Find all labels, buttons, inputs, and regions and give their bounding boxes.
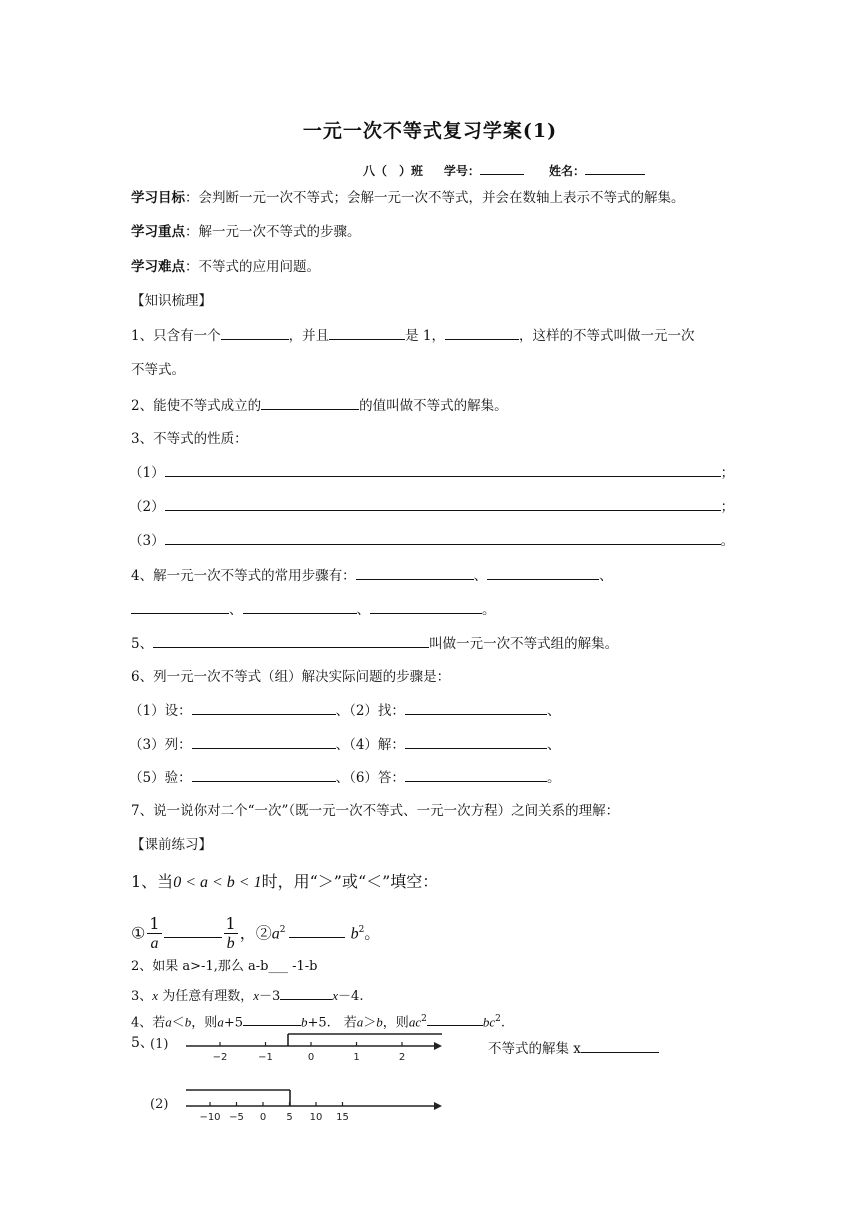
axis-1-tick-label: −1 — [258, 1052, 273, 1063]
objective-line — [131, 188, 685, 208]
knowledge-q5 — [131, 633, 618, 654]
pq4-b3: b — [376, 1014, 383, 1030]
pq1-text-b: 时，用“＞”或“＜”填空： — [261, 872, 439, 891]
page-title: 一元一次不等式复习学案(1) — [302, 120, 558, 142]
step-sep-4: 、 — [546, 737, 561, 753]
student-no-label: 学号： — [443, 164, 480, 178]
pq4-blank-1[interactable] — [243, 1011, 301, 1026]
property-3 — [129, 530, 734, 551]
axis-2-arrow — [434, 1102, 442, 1110]
pq3-num: 3、 — [131, 989, 153, 1004]
practice-q5-label: 5、 — [131, 1035, 154, 1051]
p3-period: 。 — [720, 533, 735, 549]
axis-1-arrow — [434, 1042, 442, 1050]
property-2-blank[interactable] — [165, 496, 721, 511]
step-4-blank[interactable] — [405, 734, 547, 749]
q4-sep-4: 、 — [356, 602, 370, 618]
q4-blank-5[interactable] — [370, 599, 482, 614]
pq3-x2: x — [253, 988, 259, 1003]
p2-label: （2） — [129, 499, 165, 515]
step-3-blank[interactable] — [192, 734, 336, 749]
pq4-then-1: ，则 — [191, 1015, 218, 1031]
q2-text-a: 2、能使不等式成立的 — [131, 398, 262, 414]
pq5-blank[interactable] — [581, 1038, 659, 1053]
knowledge-q4 — [131, 565, 613, 586]
q4-blank-3[interactable] — [131, 599, 229, 614]
pq4-sq1: 2 — [421, 1014, 427, 1024]
pq4-a1: a — [165, 1014, 172, 1030]
step-6-label: （6）答： — [349, 770, 405, 786]
q2-blank[interactable] — [261, 395, 359, 410]
practice-q1-fill — [131, 912, 380, 953]
var-a: a — [271, 925, 280, 943]
practice-q2: 2、如果 a>-1,那么 a-b___ -1-b — [131, 959, 318, 974]
var-b: b — [350, 925, 359, 943]
student-no-blank[interactable] — [480, 160, 524, 175]
q4-sep-1: 、 — [473, 568, 488, 584]
axis-2-tick-label: 0 — [259, 1112, 267, 1123]
axis-2-ticks — [199, 1102, 348, 1123]
step-sep-2: 、 — [546, 703, 561, 719]
q1-text-d: ，这样的不等式叫做一元一次 — [518, 328, 695, 344]
objective-label: 学习目标 — [131, 190, 185, 206]
q4-sep-2: 、 — [599, 568, 613, 584]
step-5-label: （5）验： — [129, 770, 192, 786]
student-info — [363, 160, 645, 179]
pq4-b1: b — [184, 1014, 192, 1030]
frac1-den: a — [150, 934, 159, 952]
section-knowledge: 【知识梳理】 — [131, 293, 212, 309]
q1-blank-3[interactable] — [445, 325, 519, 340]
circled-1: ① — [131, 923, 146, 943]
pq3-blank[interactable] — [280, 985, 332, 1000]
p1-semi: ； — [720, 465, 735, 481]
difficulty-text: ：不等式的应用问题。 — [185, 259, 320, 275]
pq4-lt: ＜ — [171, 1015, 185, 1031]
practice-q1 — [131, 872, 438, 893]
class-label: 八（ ）班 — [363, 164, 424, 178]
knowledge-q1-cont: 不等式。 — [131, 362, 185, 378]
practice-q3 — [131, 985, 363, 1007]
fraction-1-over-b — [224, 915, 238, 953]
frac2-den: b — [226, 934, 235, 952]
axis-2-tick-label: −5 — [229, 1112, 244, 1123]
step-4-label: （4）解： — [349, 737, 405, 753]
pq4-stop: . — [500, 1015, 505, 1031]
key-line — [131, 222, 361, 242]
p1-label: （1） — [129, 465, 165, 481]
q1-text-b: ，并且 — [288, 328, 330, 344]
q1-text-c: 是 1， — [405, 328, 445, 344]
q4-blank-2[interactable] — [487, 565, 599, 580]
p2-semi: ； — [720, 499, 735, 515]
step-period: 。 — [546, 770, 561, 786]
q4-blank-4[interactable] — [243, 599, 357, 614]
pq4-sq2: 2 — [495, 1014, 501, 1024]
pq3-x3: x — [332, 988, 339, 1003]
objective-text: ：会判断一元一次不等式；会解一元一次不等式，并会在数轴上表示不等式的解集。 — [185, 190, 685, 206]
practice-q5-answer — [488, 1038, 659, 1059]
knowledge-q3: 3、不等式的性质： — [131, 431, 248, 447]
pq4-gt: ＞ — [363, 1015, 377, 1031]
number-line-1 — [146, 1028, 456, 1070]
axis-1-tick-label: 0 — [307, 1052, 315, 1063]
knowledge-q4-cont — [131, 599, 496, 620]
section-practice: 【课前练习】 — [131, 837, 212, 853]
q4-period: 。 — [482, 602, 496, 618]
step-1-label: （1）设： — [129, 703, 192, 719]
knowledge-q7: 7、说一说你对二个“一次”（既一元一次不等式、一元一次方程）之间关系的理解： — [131, 803, 620, 819]
pq4-a3: a — [356, 1014, 364, 1030]
knowledge-q1 — [131, 325, 694, 346]
q5-text-b: 叫做一元一次不等式组的解集。 — [429, 636, 619, 652]
key-label: 学习重点 — [131, 224, 185, 240]
sq-a: 2 — [279, 925, 286, 935]
difficulty-line — [131, 257, 320, 277]
axis-2-tick-label: 5 — [286, 1112, 293, 1123]
sq-b: 2 — [358, 925, 365, 935]
pq4-then-2: ，则 — [382, 1015, 409, 1031]
axis-2-tick-label: 15 — [336, 1112, 349, 1123]
axis-1-tick-label: 1 — [353, 1052, 360, 1063]
pq4-bc: bc — [482, 1014, 496, 1030]
name-blank[interactable] — [585, 160, 645, 175]
q1-text-a: 1、只含有一个 — [131, 328, 221, 344]
property-1 — [129, 462, 734, 483]
q4-text: 4、解一元一次不等式的常用步骤有： — [131, 568, 356, 584]
axis-1-tick-label: 2 — [398, 1052, 406, 1063]
steps-row-2 — [129, 734, 560, 755]
q4-sep-3: 、 — [229, 602, 243, 618]
pq4-a2: a — [217, 1014, 224, 1030]
pq4-if-2: +5. 若 — [307, 1015, 357, 1031]
number-line-2-label: (2) — [150, 1097, 169, 1112]
pq1-text-a: 1、当 — [131, 872, 174, 891]
q2-text-b: 的值叫做不等式的解集。 — [359, 398, 508, 414]
q5-blank[interactable] — [153, 633, 429, 648]
property-2 — [129, 496, 734, 517]
pq3-x1: x — [152, 988, 159, 1003]
pq3-minus4: －4. — [338, 989, 364, 1004]
steps-row-3 — [129, 767, 560, 788]
step-2-blank[interactable] — [405, 700, 547, 715]
frac2-num: 1 — [225, 913, 236, 933]
property-3-blank[interactable] — [165, 530, 721, 545]
q1-blank-1[interactable] — [221, 325, 289, 340]
axis-2-tick-label: −10 — [199, 1112, 221, 1123]
step-sep-3: 、 — [335, 737, 350, 753]
name-label: 姓名： — [549, 164, 586, 178]
step-2-label: （2）找： — [349, 703, 405, 719]
axis-1-ticks — [213, 1042, 406, 1063]
pq1-blank-1[interactable] — [164, 923, 222, 938]
step-5-blank[interactable] — [192, 767, 336, 782]
axis-1-tick-label: −2 — [212, 1052, 228, 1063]
pq4-p5: +5 — [223, 1015, 243, 1031]
frac1-num: 1 — [149, 913, 160, 933]
pq3-minus3: －3 — [258, 989, 281, 1004]
pq3-text: 为任意有理数， — [158, 989, 254, 1004]
q4-blank-1[interactable] — [356, 565, 474, 580]
step-sep-5: 、 — [335, 770, 350, 786]
q1-blank-2[interactable] — [329, 325, 405, 340]
fraction-1-over-a — [147, 915, 161, 953]
number-line-1-label: (1) — [150, 1037, 169, 1052]
pq4-if-1: 4、若 — [131, 1015, 166, 1031]
pq5-text: 不等式的解集 x — [488, 1041, 581, 1057]
pq1-end: 。 — [364, 923, 381, 943]
pq1-sep: ，② — [239, 923, 272, 943]
step-1-blank[interactable] — [192, 700, 336, 715]
difficulty-label: 学习难点 — [131, 259, 185, 275]
pq1-blank-2[interactable] — [289, 923, 345, 938]
axis-2-tick-label: 10 — [309, 1112, 323, 1123]
pq4-blank-2[interactable] — [427, 1011, 483, 1026]
steps-row-1 — [129, 700, 560, 721]
knowledge-q6: 6、列一元一次不等式（组）解决实际问题的步骤是： — [131, 669, 451, 685]
step-sep-1: 、 — [335, 703, 350, 719]
property-1-blank[interactable] — [165, 462, 721, 477]
step-6-blank[interactable] — [405, 767, 547, 782]
step-3-label: （3）列： — [129, 737, 192, 753]
number-line-2 — [146, 1080, 456, 1126]
pq1-condition: 0 < a < b < 1 — [173, 874, 262, 891]
key-text: ：解一元一次不等式的步骤。 — [185, 224, 361, 240]
p3-label: （3） — [129, 533, 165, 549]
pq4-b2: b — [300, 1014, 308, 1030]
q5-text-a: 5、 — [131, 636, 154, 652]
pq4-ac: ac — [408, 1014, 422, 1030]
knowledge-q2 — [131, 395, 508, 416]
